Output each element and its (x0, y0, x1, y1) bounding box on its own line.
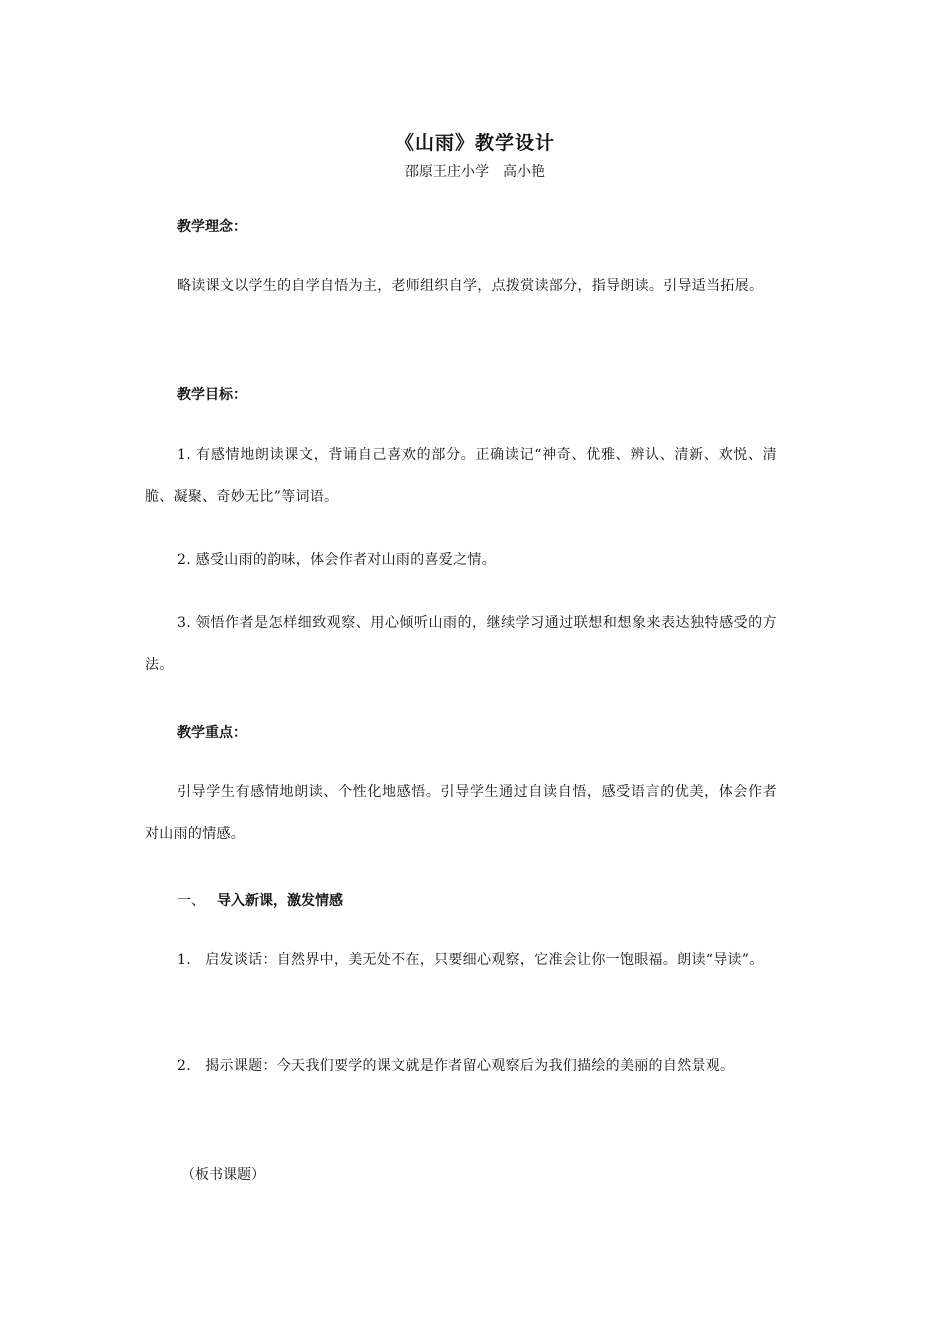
concept-paragraph: 略读课文以学生的自学自悟为主，老师组织自学，点拨赏读部分，指导朗读。引导适当拓展。 (177, 278, 764, 294)
goal-item-3: 3. 领悟作者是怎样细致观察、用心倾听山雨的，继续学习通过联想和想象来表达独特感受的方法。 (145, 615, 777, 673)
step-item-2: 2. 揭示课题：今天我们要学的课文就是作者留心观察后为我们描绘的美丽的自然景观。 (177, 1058, 735, 1074)
focus-paragraph: 引导学生有感情地朗读、个性化地感悟。引导学生通过自读自悟，感受语言的优美，体会作者对山雨的情感。 (145, 784, 777, 842)
section-1-title: 导入新课，激发情感 (217, 893, 343, 909)
goal-item-2: 2. 感受山雨的韵味，体会作者对山雨的喜爱之情。 (177, 552, 497, 568)
section-1-number: 一、 (177, 893, 205, 909)
goals-heading: 教学目标： (177, 387, 247, 403)
focus-heading: 教学重点： (177, 725, 247, 741)
board-note: （板书课题） (181, 1167, 265, 1183)
document-author: 邵原王庄小学 高小艳 (405, 164, 545, 180)
goal-item-1: 1. 有感情地朗读课文，背诵自己喜欢的部分。正确读记“神奇、优雅、辨认、清新、欢悦、清脆、凝聚、奇妙无比”等词语。 (145, 447, 777, 505)
concept-heading: 教学理念： (177, 219, 247, 235)
section-1-heading (177, 890, 343, 910)
document-title: 《山雨》教学设计 (394, 132, 555, 154)
step-item-1: 1. 启发谈话：自然界中，美无处不在，只要细心观察，它准会让你一饱眼福。朗读“导读”。 (177, 952, 764, 968)
